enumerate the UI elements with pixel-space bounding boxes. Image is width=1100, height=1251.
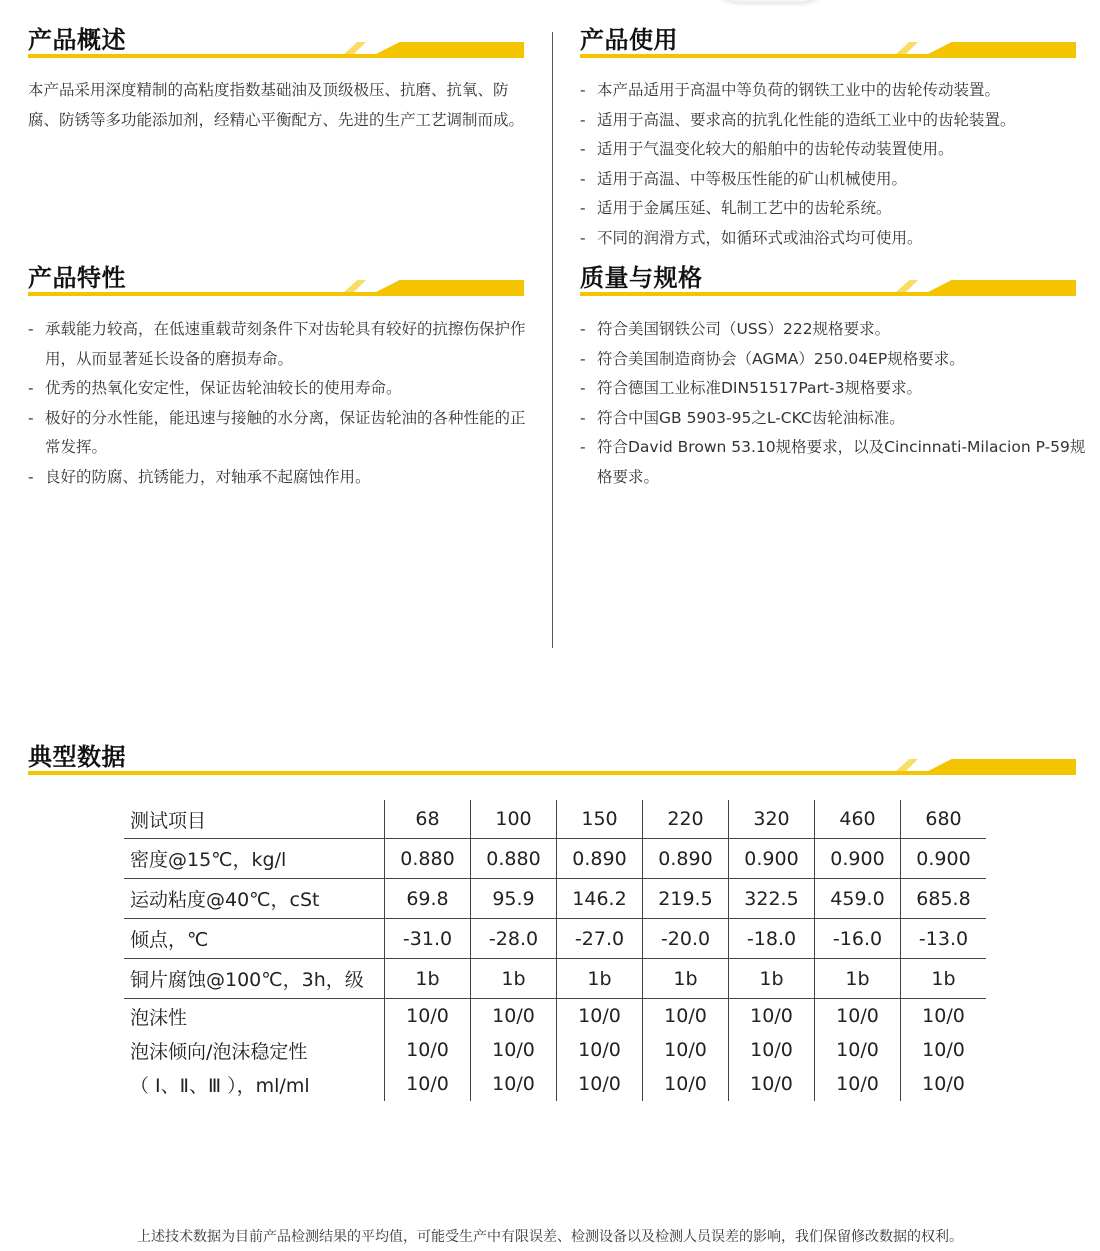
table-cell: 10/0 [471,999,557,1034]
table-cell: 10/0 [643,999,729,1034]
table-cell: 10/0 [815,1033,901,1067]
list-item: - 符合德国工业标准DIN51517Part-3规格要求。 [580,374,1092,404]
usage-title: 产品使用 [580,26,678,54]
table-cell: 10/0 [557,999,643,1034]
table-row-label: 铜片腐蚀@100℃，3h，级 [124,959,385,999]
table-cell: 10/0 [815,1067,901,1101]
heading-accent-stripe [896,42,918,54]
table-row-label: 泡沫倾向/泡沫稳定性 [124,1033,385,1067]
heading-underline [580,292,1076,296]
table-cell: 10/0 [385,1067,471,1101]
table-cell: 1b [557,959,643,999]
column-divider [552,32,553,648]
table-cell: 95.9 [471,879,557,919]
overview-heading [28,24,524,58]
table-cell: 10/0 [922,1073,965,1095]
table-cell: -28.0 [471,919,557,959]
table-cell: -18.0 [729,919,815,959]
table-cell: 10/0 [729,999,815,1034]
table-cell: 1b [643,959,729,999]
usage-heading [580,24,1076,58]
top-decoration [700,0,840,2]
table-header-cell: 测试项目 [124,800,385,839]
table-cell: 10/0 [557,1067,643,1101]
table-cell: 10/0 [471,1033,557,1067]
quality-list [580,315,1092,492]
features-heading [28,262,524,296]
table-row-label: 运动粘度@40℃，cSt [124,879,385,919]
overview-title: 产品概述 [28,26,126,54]
table-cell: 1b [385,959,471,999]
list-item: - 本产品适用于高温中等负荷的钢铁工业中的齿轮传动装置。 [580,76,1090,106]
list-item: - 极好的分水性能，能迅速与接触的水分离，保证齿轮油的各种性能的正常发挥。 [28,404,528,463]
heading-underline [580,54,1076,58]
heading-underline [28,54,524,58]
table-cell: 69.8 [385,879,471,919]
table-header-cell: 320 [729,800,815,839]
table-header-cell: 100 [471,800,557,839]
table-cell: 1b [815,959,901,999]
heading-accent-tab [908,759,1076,771]
table-header-cell: 680 [901,800,987,839]
list-item: - 符合美国钢铁公司（USS）222规格要求。 [580,315,1092,345]
heading-accent-stripe [344,280,366,292]
table-cell: 10/0 [385,1033,471,1067]
table-row [124,1067,986,1101]
list-item: - 适用于高温、中等极压性能的矿山机械使用。 [580,165,1090,195]
footer-disclaimer: 上述技术数据为目前产品检测结果的平均值，可能受生产中有限误差、检测设备以及检测人员误差的影响，我们保留修改数据的权利。 [137,1229,963,1245]
table-cell: 10/0 [922,1039,965,1061]
table-cell: 10/0 [729,1067,815,1101]
list-item: - 适用于气温变化较大的船舶中的齿轮传动装置使用。 [580,135,1090,165]
list-item: - 优秀的热氧化安定性，保证齿轮油较长的使用寿命。 [28,374,528,404]
list-item: - 符合中国GB 5903-95之L-CKC齿轮油标准。 [580,404,1092,434]
heading-accent-stripe [896,759,918,771]
table-row [124,1033,986,1067]
table-row [124,999,986,1034]
heading-accent-stripe [344,42,366,54]
table-cell: -27.0 [557,919,643,959]
table-row [124,919,986,959]
heading-accent-tab [908,42,1076,54]
table-row-label: 密度@15℃，kg/l [124,839,385,879]
table-cell: 146.2 [557,879,643,919]
table-cell: 459.0 [815,879,901,919]
heading-accent-stripe [896,280,918,292]
table-cell: 0.900 [729,839,815,879]
table-cell: 10/0 [815,999,901,1034]
table-cell: 10/0 [729,1033,815,1067]
list-item: - 良好的防腐、抗锈能力，对轴承不起腐蚀作用。 [28,463,528,493]
table-row [124,879,986,919]
table-header-cell: 220 [643,800,729,839]
overview-text: 本产品采用深度精制的高粘度指数基础油及顶级极压、抗磨、抗氧、防腐、防锈等多功能添加剂，经精心平衡配方、先进的生产工艺调制而成。 [28,81,525,129]
table-cell: 0.880 [471,839,557,879]
table-cell: 10/0 [385,999,471,1034]
usage-list [580,76,1090,253]
typical-heading [28,741,1076,775]
table-cell: 10/0 [922,1005,965,1027]
list-item: - 符合David Brown 53.10规格要求，以及Cincinnati-Milacion P-59规格要求。 [580,433,1092,492]
table-cell: 10/0 [557,1033,643,1067]
table-header-cell: 68 [385,800,471,839]
list-item: - 不同的润滑方式，如循环式或油浴式均可使用。 [580,224,1090,254]
table-cell: 1b [471,959,557,999]
table-cell: 0.880 [385,839,471,879]
heading-underline [28,292,524,296]
typical-title: 典型数据 [28,743,126,771]
typical-data-table [124,800,986,1101]
table-header-cell: 150 [557,800,643,839]
table-row [124,959,986,999]
table-row-label: 倾点，℃ [124,919,385,959]
table-cell: 219.5 [643,879,729,919]
table-cell: 0.890 [557,839,643,879]
list-item: - 符合美国制造商协会（AGMA）250.04EP规格要求。 [580,345,1092,375]
heading-accent-tab [908,280,1076,292]
quality-heading [580,262,1076,296]
table-cell: 0.890 [643,839,729,879]
table-cell: 10/0 [471,1067,557,1101]
features-list [28,315,528,492]
table-cell: -13.0 [901,919,987,959]
table-cell: -31.0 [385,919,471,959]
table-cell: -16.0 [815,919,901,959]
list-item: - 适用于金属压延、轧制工艺中的齿轮系统。 [580,194,1090,224]
table-header-cell: 460 [815,800,901,839]
table-row-label: （ Ⅰ、Ⅱ、Ⅲ ），ml/ml [124,1067,385,1101]
table-cell: 0.900 [815,839,901,879]
list-item: - 适用于高温、要求高的抗乳化性能的造纸工业中的齿轮装置。 [580,106,1090,136]
features-title: 产品特性 [28,264,126,292]
table-row [124,839,986,879]
table-cell: 0.900 [901,839,987,879]
table-cell: 1b [729,959,815,999]
table-row-label: 泡沫性 [124,999,385,1034]
heading-underline [28,771,1076,775]
table-header-row [124,800,986,839]
heading-accent-tab [356,42,524,54]
heading-accent-tab [356,280,524,292]
table-cell: 10/0 [643,1033,729,1067]
list-item: - 承载能力较高，在低速重载苛刻条件下对齿轮具有较好的抗擦伤保护作用，从而显著延长设备的磨损寿命。 [28,315,528,374]
table-cell: -20.0 [643,919,729,959]
table-cell: 10/0 [643,1067,729,1101]
table-cell: 685.8 [901,879,987,919]
quality-title: 质量与规格 [580,264,703,292]
table-cell: 1b [901,959,987,999]
table-cell: 322.5 [729,879,815,919]
